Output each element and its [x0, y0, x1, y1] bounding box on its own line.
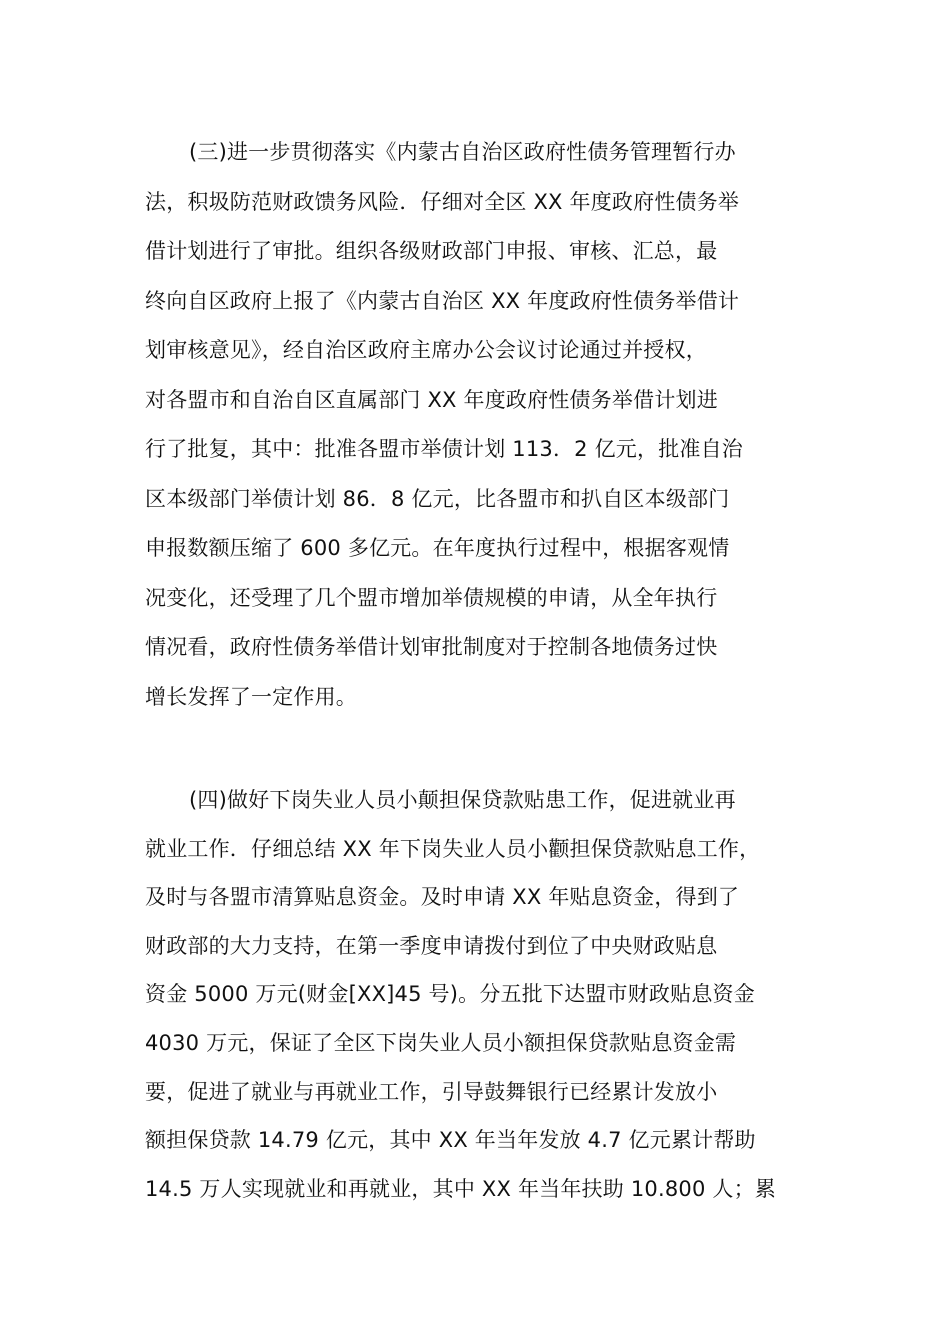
- paragraph-line: 及时与各盟市清算贴息资金。及时申请 XX 年贴息资金，得到了: [145, 885, 740, 910]
- paragraph-line: 借计划进行了审批。组织各级财政部门申报、审核、汇总，最: [145, 239, 718, 263]
- paragraph-line: 区本级部门举债计划 86．8 亿元，比各盟市和扒自区本级部门: [145, 486, 730, 511]
- paragraph-line: 额担保贷款 14.79 亿元，其中 XX 年当年发放 4.7 亿元累计帮助: [145, 1128, 756, 1153]
- paragraph-line: 4030 万元，保证了全区下岗失业人员小额担保贷款贴息资金需: [145, 1030, 737, 1055]
- paragraph-line: (四)做好下岗失业人员小颠担保贷款贴患工作，促进就业再: [189, 788, 736, 812]
- paragraph-line: 对各盟市和自治自区直属部门 XX 年度政府性债务举借计划进: [145, 387, 718, 412]
- paragraph-line: 行了批复，其中：批准各盟市举债计划 113．2 亿元，批准自治: [145, 437, 743, 461]
- paragraph-loan-subsidy: [145, 776, 815, 1213]
- paragraph-line: 况变化，还受理了几个盟市增加举债规模的申请，从全年执行: [145, 585, 718, 610]
- paragraph-line: 增长发挥了一定作用。: [145, 684, 357, 709]
- paragraph-debt-management: [145, 128, 815, 722]
- paragraph-line: 14.5 万人实现就业和再就业，其中 XX 年当年扶助 10.800 人；累: [145, 1176, 776, 1201]
- paragraph-line: 划审核意见》，经自治区政府主席办公会议讨论通过并授权，: [145, 338, 707, 362]
- paragraph-line: 申报数额压缩了 600 多亿元。在年度执行过程中，根据客观情: [145, 536, 730, 560]
- paragraph-line: 终向自区政府上报了《内蒙古自治区 XX 年度政府性债务举借计: [145, 288, 740, 313]
- paragraph-line: 要，促进了就业与再就业工作，引导鼓舞银行已经累计发放小: [145, 1079, 718, 1104]
- paragraph-line: 情况看，政府性债务举借计划审批制度对于控制各地债务过快: [145, 635, 718, 659]
- paragraph-line: 就业工作．仔细总结 XX 年下岗失业人员小颧担保贷款贴息工作，: [145, 836, 761, 861]
- paragraph-line: 资金 5000 万元(财金[XX]45 号)。分五批下达盟市财政贴息资金: [145, 982, 755, 1007]
- paragraph-line: 法，积圾防范财政馈务风险．仔细对全区 XX 年度政府性债务举: [145, 189, 740, 214]
- paragraph-line: (三)进一步贯彻落实《内蒙古自治区政府性债务管理暂行办: [189, 140, 736, 164]
- paragraph-line: 财政部的大力支持，在第一季度申请拨付到位了中央财政贴息: [145, 933, 718, 958]
